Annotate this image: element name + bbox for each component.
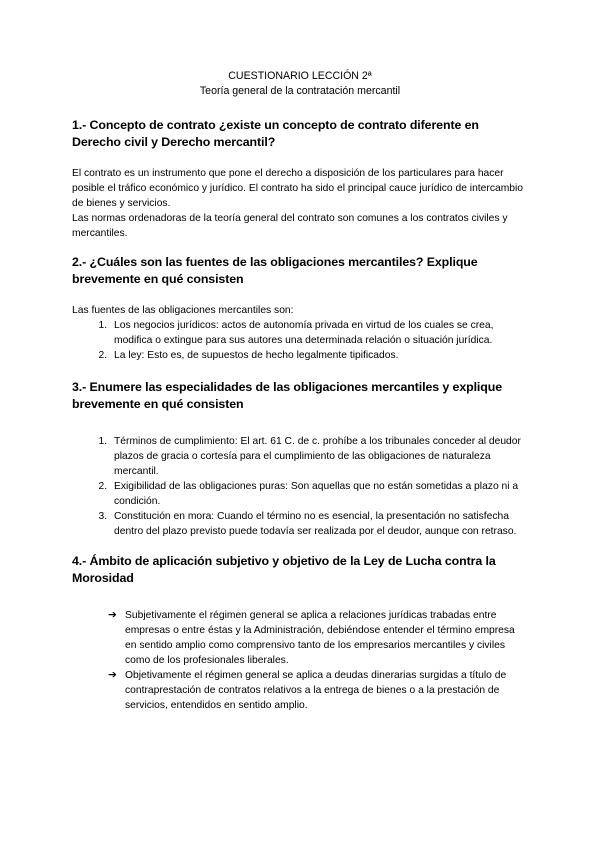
section-2-heading: 2.- ¿Cuáles son las fuentes de las obligaciones mercantiles? Explique brevemente en qué consisten — [72, 255, 478, 286]
arrow-right-icon: ➔ — [108, 669, 117, 681]
document-title: CUESTIONARIO LECCIÓN 2ª — [228, 70, 372, 82]
section-2-intro: Las fuentes de las obligaciones mercantiles son: — [72, 305, 294, 316]
section-1-paragraph: Las normas ordenadoras de la teoría general del contrato son comunes a los contratos civiles y mercantiles. — [72, 213, 508, 239]
list-item: 1. Términos de cumplimiento: El art. 61 C. de c. prohíbe a los tribunales conceder al deudor plazos de gracia o cortesía para el cumplimiento de las obligaciones de naturaleza mercantil. — [110, 434, 528, 479]
list-item: 1. Los negocios jurídicos: actos de autonomía privada en virtud de los cuales se crea, modifica o extingue para sus autores una determinada relación o situación jurídica. — [110, 318, 528, 348]
section-4-list — [72, 608, 528, 713]
section-4-heading: 4.- Ámbito de aplicación subjetivo y objetivo de la Ley de Lucha contra la Morosidad — [72, 554, 496, 585]
list-item: 2. La ley: Esto es, de supuestos de hecho legalmente tipificados. — [110, 348, 528, 363]
section-2-list — [72, 318, 528, 363]
section-3-heading: 3.- Enumere las especialidades de las obligaciones mercantiles y explique brevemente en qué consisten — [72, 380, 503, 411]
document-subtitle: Teoría general de la contratación mercantil — [199, 85, 401, 97]
list-item: 3. Constitución en mora: Cuando el término no es esencial, la presentación no satisfecha dentro del plazo previsto puede todavía ser realizada por el deudor, aunque con retraso. — [110, 509, 528, 539]
section-1-heading: 1.- Concepto de contrato ¿existe un concepto de contrato diferente en Derecho civil y Derecho mercantil? — [72, 118, 479, 149]
section-3-list — [72, 434, 528, 539]
section-1-body — [72, 166, 528, 241]
list-item — [108, 668, 528, 713]
list-item-text: Objetivamente el régimen general se aplica a deudas dinerarias surgidas a título de contraprestación de contratos relativos a la entrega de bienes o a la prestación de servicios, entendidos en sentido amplio. — [125, 670, 507, 711]
arrow-right-icon: ➔ — [108, 609, 117, 621]
list-item — [108, 608, 528, 668]
list-item-text: Subjetivamente el régimen general se aplica a relaciones jurídicas trabadas entre empresas o entre éstas y la Administración, debiéndose entender el término empresa en sentido amplio como comprensivo tanto de los empresarios mercantiles y civiles como de los profesionales liberales. — [125, 610, 515, 666]
document-header — [72, 0, 528, 99]
list-item: 2. Exigibilidad de las obligaciones puras: Son aquellas que no están sometidas a plazo ni a condición. — [110, 479, 528, 509]
section-1-paragraph: El contrato es un instrumento que pone el derecho a disposición de los particulares para hacer posible el tráfico económico y jurídico. El contrato ha sido el principal cauce jurídico de intercambio de bienes y servicios. — [72, 168, 524, 209]
